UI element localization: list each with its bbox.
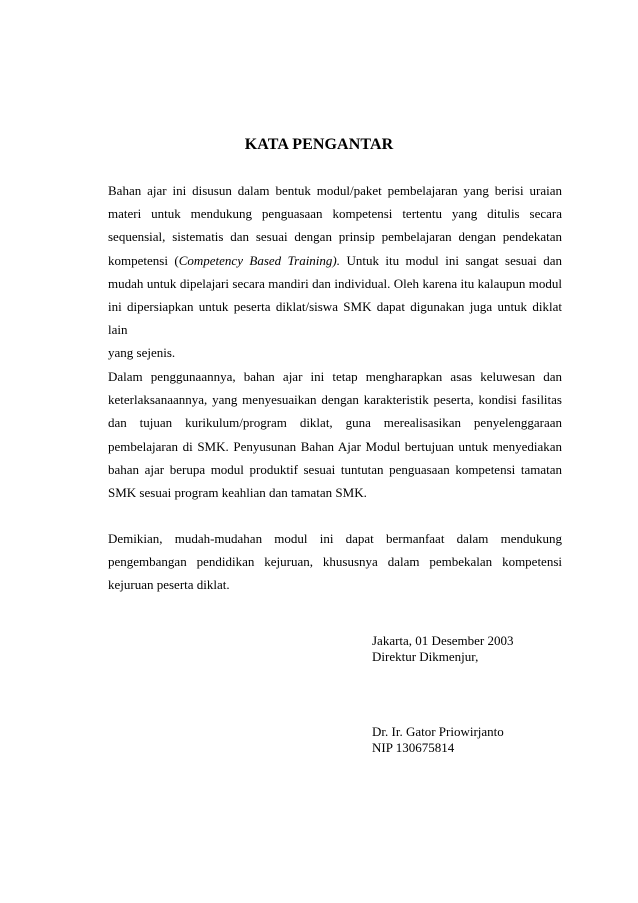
signature-block — [372, 724, 504, 755]
italic-term: Competency Based Training). — [178, 252, 340, 268]
paragraph-line: Dalam penggunaannya, bahan ajar ini tetap mengharapkan asas keluwesan dan — [108, 369, 562, 384]
text-segment: kompetensi ( — [108, 252, 179, 268]
paragraph-line: bahan ajar berupa modul produktif sesuai tuntutan penguasaan kompetensi tamatan — [108, 461, 562, 477]
paragraph-line: SMK sesuai program keahlian dan tamatan SMK. — [108, 485, 367, 501]
signatory-name: Dr. Ir. Gator Priowirjanto — [372, 724, 504, 739]
paragraph-line: keterlaksanaannya, yang menyesuaikan dengan karakteristik peserta, kondisi fasilitas — [108, 392, 562, 408]
document-title: KATA PENGANTAR — [244, 136, 394, 153]
paragraph-3 — [108, 527, 562, 597]
text-segment: Untuk itu modul ini sangat sesuai dan — [340, 252, 563, 268]
paragraph-line: mudah untuk dipelajari secara mandiri dan individual. Oleh karena itu kalaupun modul — [108, 275, 562, 291]
signatory-nip: NIP 130675814 — [372, 739, 455, 755]
paragraph-2 — [108, 365, 562, 504]
signature-place-date: Jakarta, 01 Desember 2003 — [372, 633, 514, 648]
paragraph-line: ini dipersiapkan untuk peserta diklat/siswa SMK dapat digunakan juga untuk diklat lain — [108, 299, 562, 338]
paragraph-line: Bahan ajar ini disusun dalam bentuk modul/paket pembelajaran yang berisi uraian — [108, 183, 562, 198]
paragraph-line-mixed — [108, 249, 562, 272]
paragraph-line: dan tujuan kurikulum/program diklat, guna merealisasikan penyelenggaraan — [108, 415, 562, 431]
paragraph-line: pengembangan pendidikan kejuruan, khususnya dalam pembekalan kompetensi — [108, 554, 562, 570]
paragraph-line: pembelajaran di SMK. Penyusunan Bahan Ajar Modul bertujuan untuk menyediakan — [108, 438, 562, 454]
paragraph-line: sequensial, sistematis dan sesuai dengan prinsip pembelajaran dengan pendekatan — [108, 229, 562, 245]
paragraph-line: yang sejenis. — [108, 345, 176, 361]
paragraph-1 — [108, 179, 562, 365]
paragraph-line: materi untuk mendukung penguasaan kompetensi tertentu yang ditulis secara — [108, 206, 562, 222]
paragraph-line: kejuruan peserta diklat. — [108, 577, 230, 593]
signature-position: Direktur Dikmenjur, — [372, 648, 479, 664]
paragraph-line: Demikian, mudah-mudahan modul ini dapat bermanfaat dalam mendukung — [108, 531, 562, 546]
signature-header — [372, 633, 514, 664]
